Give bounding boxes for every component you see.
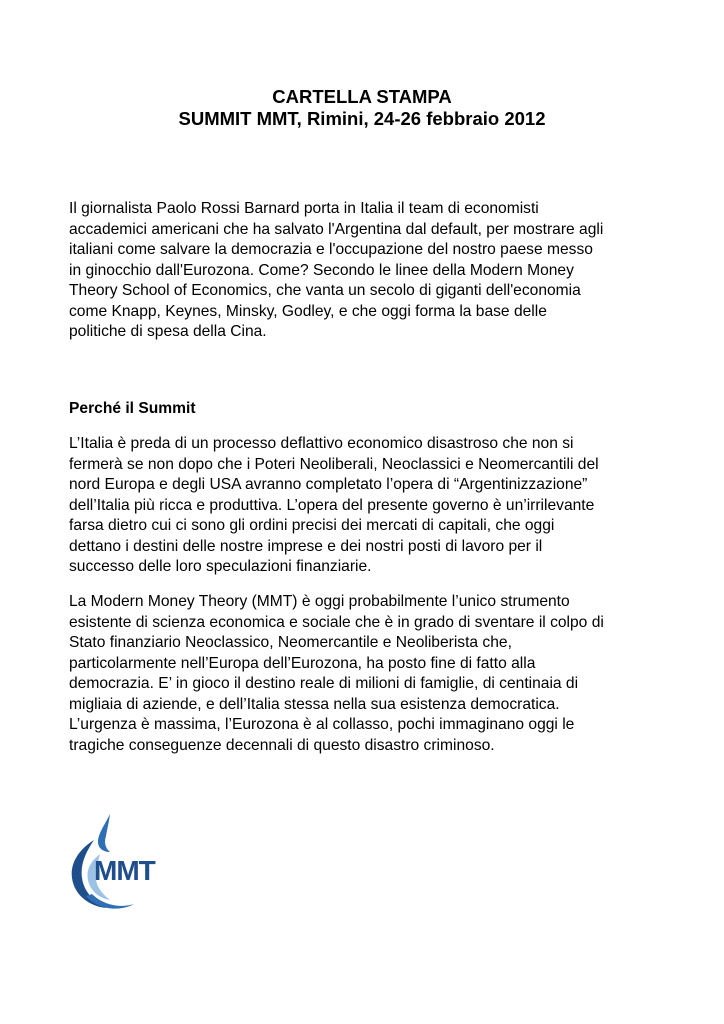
intro-line: in ginocchio dall'Eurozona. Come? Secondo le linee della Modern Money [69,261,574,279]
paragraph-line: tragiche conseguenze decennali di questo disastro criminoso. [69,736,495,754]
paragraph-line: farsa dietro cui ci sono gli ordini precisi dei mercati di capitali, che oggi [69,517,555,534]
intro-line: Theory School of Economics, che vanta un secolo di giganti dell'economia [69,282,581,299]
paragraph-line: Stato finanziario Neoclassico, Neomercantile e Neoliberista che, [69,634,512,651]
document-title [0,86,724,130]
intro-line: italiani come salvare la democrazia e l'occupazione del nostro paese messo [69,241,593,258]
intro-line: politiche di spesa della Cina. [69,323,267,340]
paragraph-line: fermerà se non dopo che i Poteri Neoliberali, Neoclassici e Neomercantili del [69,455,599,473]
mmt-logo-icon [64,812,176,916]
paragraph-line: particolarmente nell’Europa dell’Eurozona, ha posto fine di fatto alla [69,654,536,672]
paragraph-line: La Modern Money Theory (MMT) è oggi probabilmente l’unico strumento [69,593,570,610]
intro-line: accademici americani che ha salvato l'Argentina dal default, per mostrare agli [69,220,604,238]
intro-paragraph [69,199,669,343]
paragraph-line: esistente di scienza economica e sociale che è in grado di sventare il colpo di [69,613,604,631]
paragraph-line: migliaia di aziende, e dell’Italia stessa nella sua esistenza democratica. [69,695,560,713]
paragraph-line: nord Europa e degli USA avranno completato l’opera di “Argentinizzazione” [69,476,588,493]
paragraph-line: dell’Italia più ricca e produttiva. L’opera del presente governo è un’irrilevante [69,496,595,514]
paragraph-line: democrazia. E’ in gioco il destino reale di milioni di famiglie, di centinaia di [69,675,579,692]
intro-line: Il giornalista Paolo Rossi Barnard porta in Italia il team di economisti [69,200,539,217]
section-paragraph-1 [69,434,669,578]
intro-line: come Knapp, Keynes, Minsky, Godley, e che oggi forma la base delle [69,302,547,320]
title-line-1: CARTELLA STAMPA [272,86,452,107]
section-paragraph-2 [69,592,669,756]
paragraph-line: successo delle loro speculazioni finanziarie. [69,558,372,575]
title-line-2: SUMMIT MMT, Rimini, 24-26 febbraio 2012 [178,108,546,129]
paragraph-line: L’Italia è preda di un processo deflattivo economico disastroso che non si [69,435,574,452]
section-heading: Perché il Summit [69,400,196,417]
paragraph-line: L’urgenza è massima, l’Eurozona è al collasso, pochi immaginano oggi le [69,716,575,733]
paragraph-line: dettano i destini delle nostre imprese e dei nostri posti di lavoro per il [69,537,543,555]
logo-text: MMT [94,855,155,886]
